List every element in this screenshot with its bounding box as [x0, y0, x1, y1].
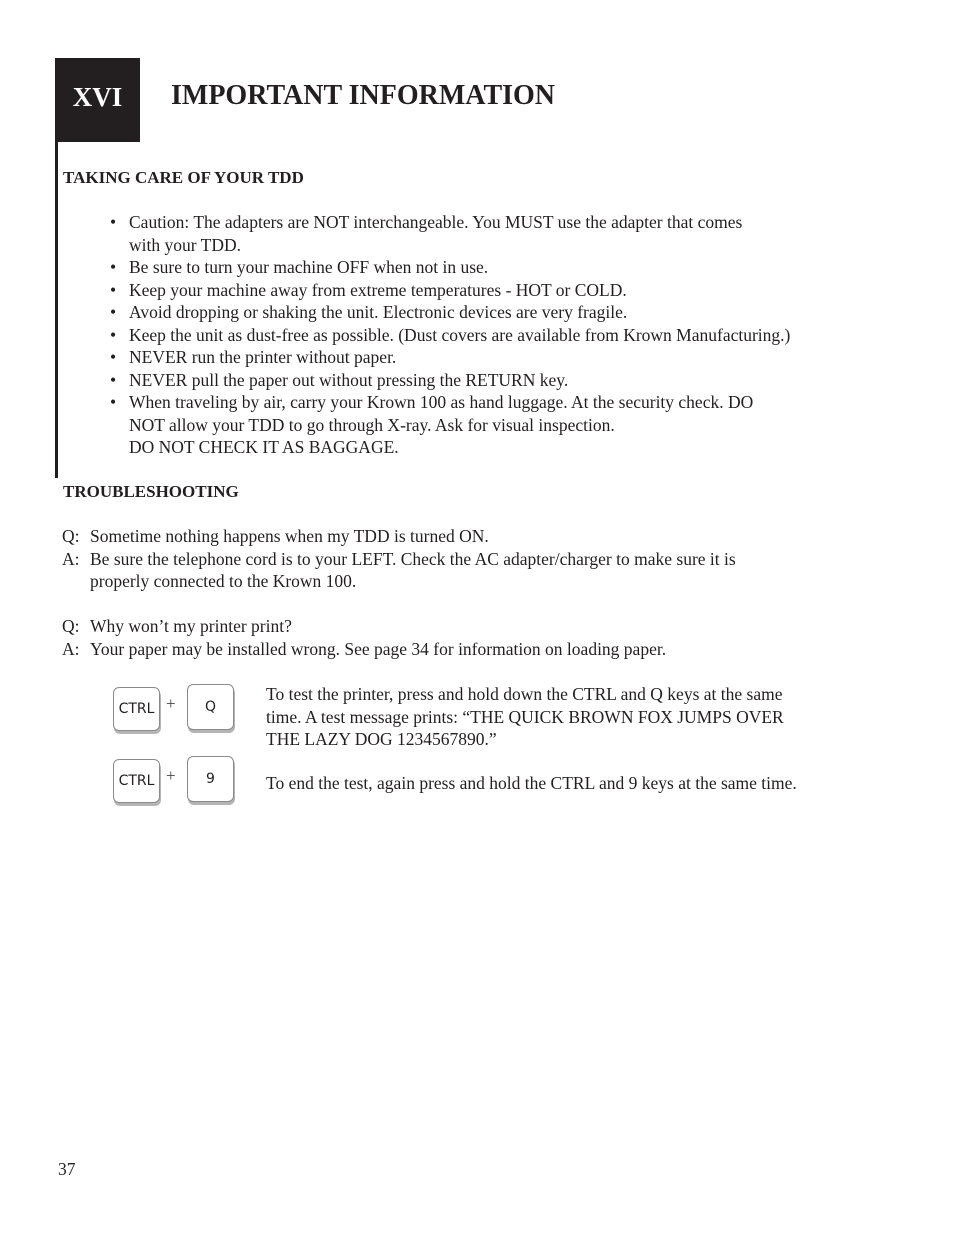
item-line: Avoid dropping or shaking the unit. Electronic devices are very fragile.: [129, 302, 628, 322]
bullet: •: [110, 279, 117, 300]
list-item: [110, 324, 880, 347]
list-item: [110, 301, 880, 324]
list-item: [110, 391, 880, 459]
qa-block: [62, 615, 842, 660]
description-line: THE LAZY DOG 1234567890.”: [266, 729, 497, 749]
list-item: [110, 346, 880, 369]
care-heading: TAKING CARE OF YOUR TDD: [63, 168, 304, 187]
description-line: time. A test message prints: “THE QUICK BROWN FOX JUMPS OVER: [266, 706, 784, 727]
bullet: •: [110, 369, 117, 390]
chapter-number: XVI: [72, 81, 123, 112]
question-row: [62, 525, 842, 548]
description-line: To end the test, again press and hold the CTRL and 9 keys at the same time.: [266, 773, 797, 793]
bullet: •: [110, 257, 117, 277]
item-line: with your TDD.: [129, 234, 241, 255]
plus-sign: +: [166, 766, 176, 785]
chapter-title: IMPORTANT INFORMATION: [171, 80, 556, 111]
list-item: [110, 211, 880, 256]
troubleshooting-heading: TROUBLESHOOTING: [63, 482, 239, 501]
item-line: Keep the unit as dust-free as possible. (Dust covers are available from Krown Manufacturing.): [129, 324, 791, 345]
shortcut-description: [266, 772, 866, 795]
chapter-number-box: [55, 58, 140, 142]
bullet: •: [110, 324, 117, 345]
list-item: [110, 256, 880, 279]
description-line: To test the printer, press and hold down the CTRL and Q keys at the same: [266, 684, 783, 704]
answer-tag: A:: [62, 638, 80, 659]
nine-key-icon: [187, 756, 234, 802]
item-line: NEVER run the printer without paper.: [129, 347, 397, 367]
question-text: Sometime nothing happens when my TDD is turned ON.: [90, 526, 489, 546]
item-line: When traveling by air, carry your Krown 100 as hand luggage. At the security check. DO: [129, 392, 754, 412]
bullet: •: [110, 212, 117, 232]
key-label: CTRL: [118, 773, 155, 789]
care-list: [110, 211, 880, 459]
ctrl-key-icon: [113, 759, 160, 803]
item-line: Caution: The adapters are NOT interchangeable. You MUST use the adapter that comes: [129, 212, 743, 232]
list-item: [110, 369, 880, 392]
qa-block: [62, 525, 842, 593]
answer-row: [62, 638, 842, 661]
answer-text: Be sure the telephone cord is to your LEFT. Check the AC adapter/charger to make sure it is: [90, 548, 736, 569]
answer-tag: A:: [62, 548, 80, 569]
answer-row: [62, 548, 842, 593]
answer-text: properly connected to the Krown 100.: [90, 571, 357, 591]
shortcut-description: [266, 683, 866, 751]
bullet: •: [110, 392, 117, 412]
question-text: Why won’t my printer print?: [90, 616, 292, 636]
question-tag: Q:: [62, 526, 80, 546]
question-tag: Q:: [62, 616, 80, 636]
key-label: 9: [206, 771, 215, 787]
answer-text: Your paper may be installed wrong. See page 34 for information on loading paper.: [90, 638, 667, 659]
side-rule: [55, 142, 58, 478]
ctrl-key-icon: [113, 687, 160, 731]
key-label: Q: [204, 699, 217, 715]
item-line: NOT allow your TDD to go through X-ray. Ask for visual inspection.: [129, 414, 615, 435]
item-line: NEVER pull the paper out without pressing the RETURN key.: [129, 369, 569, 390]
plus-sign: +: [166, 694, 176, 713]
bullet: •: [110, 347, 117, 367]
key-label: CTRL: [118, 701, 155, 717]
q-key-icon: [187, 684, 234, 730]
list-item: [110, 279, 880, 302]
bullet: •: [110, 302, 117, 322]
item-line: Be sure to turn your machine OFF when not in use.: [129, 257, 489, 277]
question-row: [62, 615, 842, 638]
page-number: 37: [58, 1159, 76, 1179]
item-line: DO NOT CHECK IT AS BAGGAGE.: [129, 437, 399, 457]
item-line: Keep your machine away from extreme temperatures - HOT or COLD.: [129, 279, 627, 300]
